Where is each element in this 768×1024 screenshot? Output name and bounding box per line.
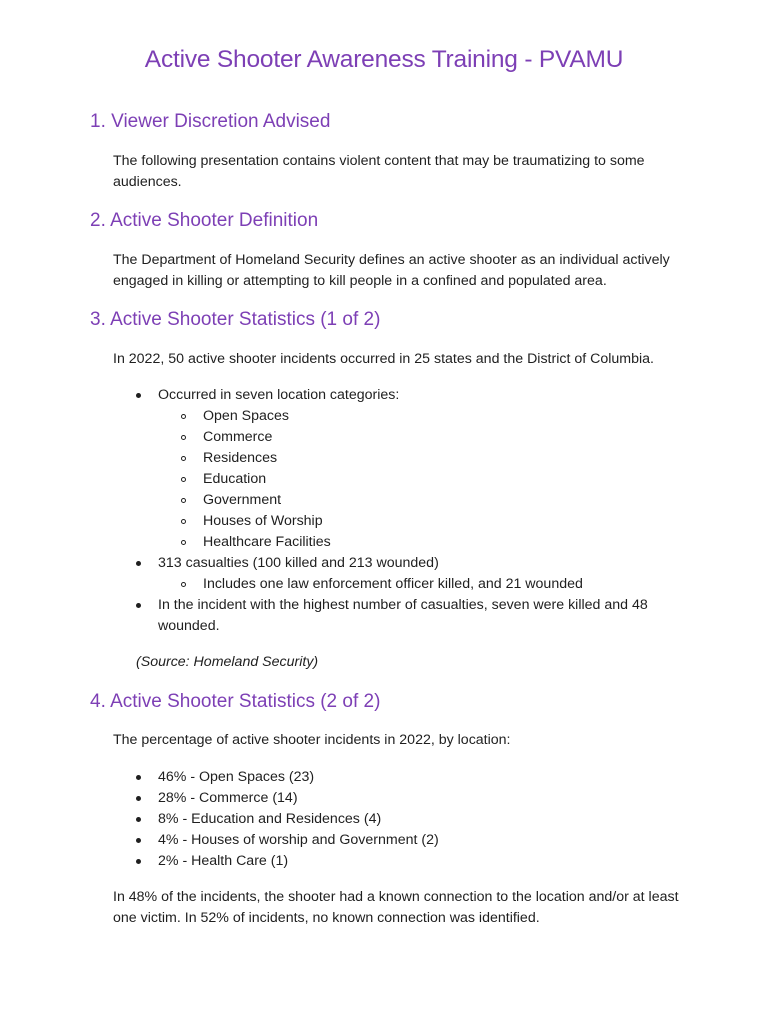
section-4-intro: The percentage of active shooter incidents in 2022, by location: [113,732,511,748]
list-item [113,385,693,553]
section-1-heading: 1. Viewer Discretion Advised [90,111,331,132]
document-title: Active Shooter Awareness Training - PVAMU [144,46,624,73]
section-3-intro: In 2022, 50 active shooter incidents occurred in 25 states and the District of Columbia. [113,351,654,367]
list-item: Residences [158,448,693,469]
list-item: Commerce [158,427,693,448]
section-4-bullet-list [113,767,693,872]
section-2-body: The Department of Homeland Security defines an active shooter as an individual actively engaged in killing or attempting to kill people in a confined and populated area. [113,252,670,289]
list-item: 4% - Houses of worship and Government (2) [113,830,693,851]
section-3-heading: 3. Active Shooter Statistics (1 of 2) [90,309,381,330]
bullet-text: 313 casualties (100 killed and 213 wounded) [158,555,439,571]
list-item: Education [158,469,693,490]
list-item: 2% - Health Care (1) [113,851,693,872]
list-item: 8% - Education and Residences (4) [113,809,693,830]
list-item: Includes one law enforcement officer killed, and 21 wounded [158,574,693,595]
list-item: Houses of Worship [158,511,693,532]
list-item: In the incident with the highest number of casualties, seven were killed and 48 wounded. [113,595,693,637]
list-item: Government [158,490,693,511]
list-item [113,553,693,595]
section-2-heading: 2. Active Shooter Definition [90,210,319,231]
location-sublist [158,406,693,553]
list-item: Healthcare Facilities [158,532,693,553]
section-3-bullet-list [113,385,693,637]
list-item: 28% - Commerce (14) [113,788,693,809]
section-4-heading: 4. Active Shooter Statistics (2 of 2) [90,691,381,712]
list-item: Open Spaces [158,406,693,427]
section-4-closing: In 48% of the incidents, the shooter had a known connection to the location and/or at least one victim. In 52% of incidents, no known connection was identified. [113,889,679,926]
bullet-text: Occurred in seven location categories: [158,387,400,403]
section-1-body: The following presentation contains violent content that may be traumatizing to some audiences. [113,153,645,190]
list-item: 46% - Open Spaces (23) [113,767,693,788]
source-note: (Source: Homeland Security) [136,654,319,670]
casualty-sublist [158,574,693,595]
